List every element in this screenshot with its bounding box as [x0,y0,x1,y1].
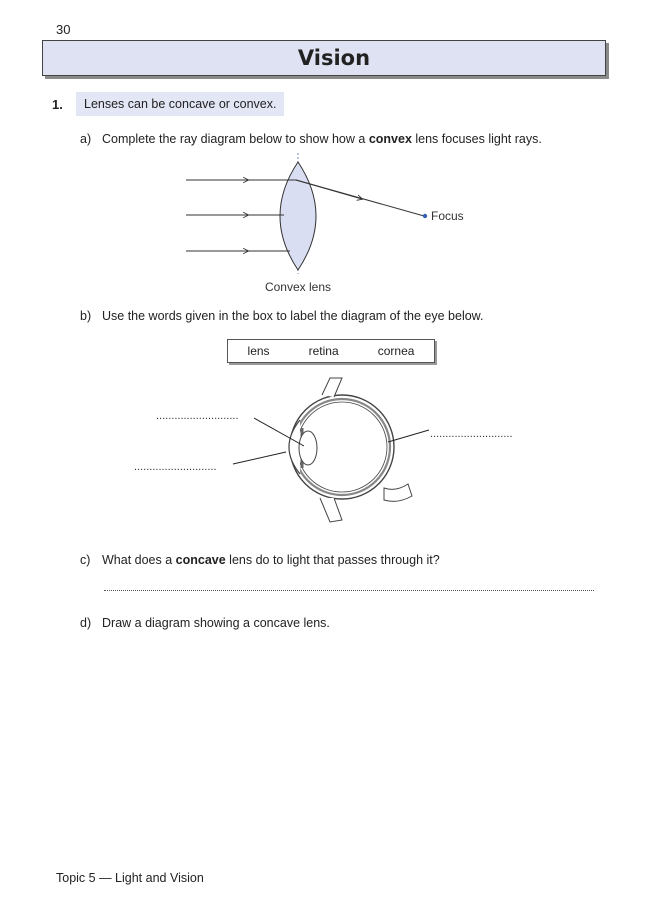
part-c-label: c) [80,553,91,567]
part-c-text-after: lens do to light that passes through it? [225,553,440,567]
lens-caption: Convex lens [264,280,332,294]
lower-eyelid-strap [320,498,342,522]
word-cornea: cornea [377,344,415,358]
answer-line-c[interactable] [104,590,594,591]
word-lens: lens [247,344,270,358]
page-footer: Topic 5 — Light and Vision [56,871,204,885]
part-b-prompt [80,309,483,323]
part-c-text-before: What does a [102,553,176,567]
part-d-text: Draw a diagram showing a concave lens. [102,616,330,630]
label-blank-bottom-left[interactable]: ........................... [134,461,217,473]
part-c-prompt [80,553,440,567]
optic-nerve [384,484,412,501]
focus-point [423,214,427,218]
eye-diagram [0,370,660,530]
convex-lens-shape [280,162,316,270]
part-b-text: Use the words given in the box to label the diagram of the eye below. [102,309,484,323]
part-a-bold-word: convex [368,132,412,146]
leader-line-bottom-left [233,452,286,464]
word-retina: retina [308,344,339,358]
part-c-bold-word: concave [175,553,226,567]
part-b-label: b) [80,309,92,323]
ray-diagram [0,0,660,300]
cornea [289,420,300,474]
page-number: 30 [56,22,71,37]
part-a-text-before: Complete the ray diagram below to show how a [102,132,369,146]
part-d-label: d) [80,616,92,630]
eye-lens [299,431,317,465]
upper-eyelid-strap [322,378,342,397]
leader-line-right [388,430,429,442]
label-blank-top-left[interactable]: ........................... [156,410,239,422]
label-blank-right[interactable]: ........................... [430,428,513,440]
part-d-prompt [80,616,330,630]
question-number: 1. [52,97,63,112]
focus-label: Focus [431,209,464,223]
question-intro: Lenses can be concave or convex. [76,92,284,116]
page-title: Vision [297,46,371,70]
part-a-text-after: lens focuses light rays. [411,132,542,146]
word-box [227,339,435,363]
part-a-label: a) [80,132,92,146]
